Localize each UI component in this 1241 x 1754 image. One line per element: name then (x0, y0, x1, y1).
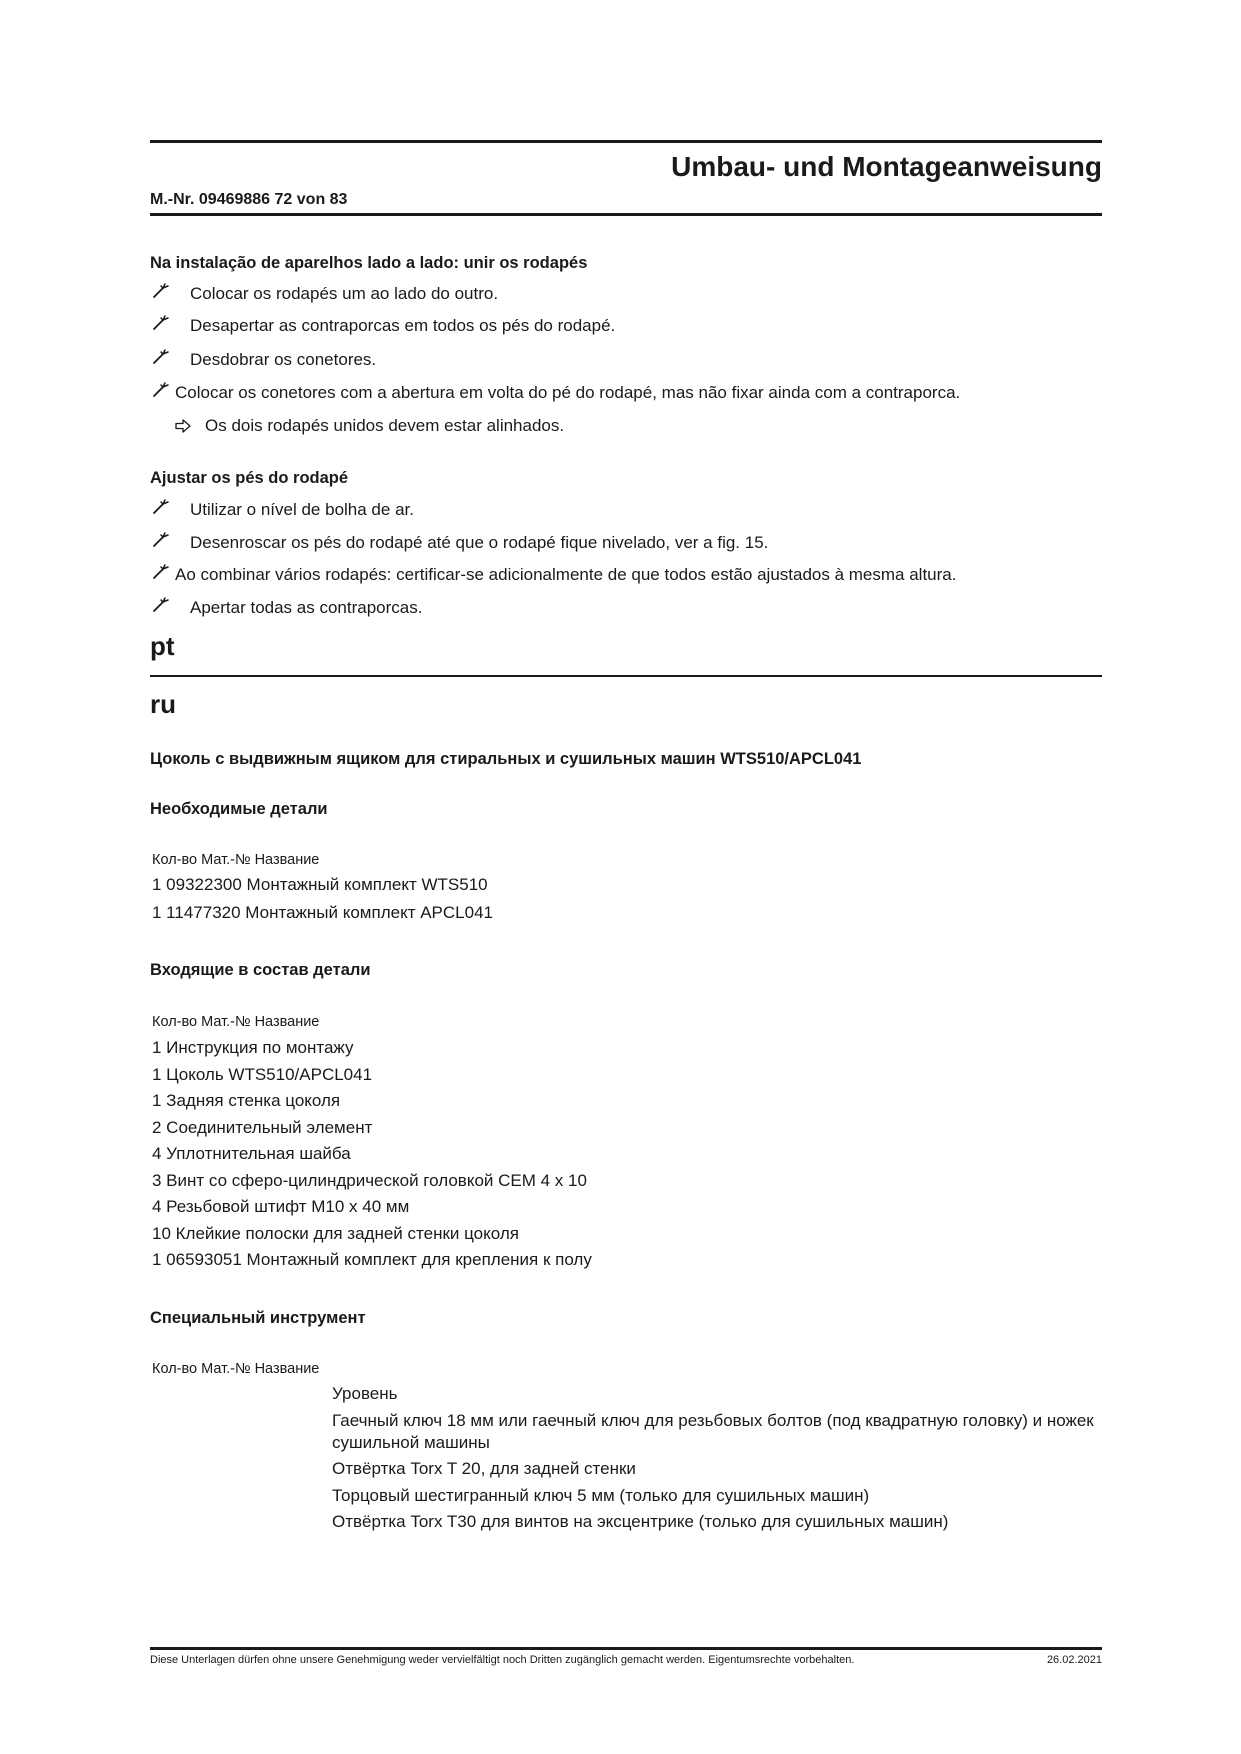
header-bottom-rule (150, 213, 1102, 216)
language-divider (150, 675, 1102, 677)
list-item: 1 09322300 Монтажный комплект WTS510 (152, 875, 488, 894)
footer-date: 26.02.2021 (1046, 1654, 1102, 1666)
document-title: Umbau- und Montageanweisung (671, 151, 1102, 182)
language-code-pt: pt (150, 631, 175, 661)
tool-item: Уровень (332, 1384, 398, 1403)
wrench-icon (152, 562, 170, 580)
ru-special-tools-heading: Специальный инструмент (150, 1309, 366, 1327)
list-item: 1 Инструкция по монтажу (152, 1038, 354, 1057)
ru-special-tools-columns: Кол-во Мат.-№ Название (152, 1361, 320, 1377)
tool-item: Отвёртка Torx T30 для винтов на эксцентрике (только для сушильных машин) (332, 1512, 949, 1531)
tool-item: Торцовый шестигранный ключ 5 мм (только для сушильных машин) (332, 1486, 870, 1505)
pt-step-text: Desapertar as contraporcas em todos os pés do rodapé. (190, 316, 616, 335)
wrench-icon (152, 497, 170, 515)
pt-step-text: Utilizar o nível de bolha de ar. (190, 500, 414, 519)
ru-included-parts-heading: Входящие в состав детали (150, 961, 371, 979)
pt-step (150, 500, 1102, 520)
ru-included-parts-columns: Кол-во Мат.-№ Название (152, 1014, 320, 1030)
pt-step-text: Colocar os rodapés um ao lado do outro. (190, 284, 499, 303)
ru-required-parts-heading: Необходимые детали (150, 800, 328, 818)
tool-item: Гаечный ключ 18 мм или гаечный ключ для резьбовых болтов (под квадратную головку) и ножек сушильной машины (332, 1411, 1094, 1452)
pt-step-text: Colocar os conetores com a abertura em volta do pé do rodapé, mas não fixar ainda com a contraporca. (175, 383, 961, 402)
list-item: 1 06593051 Монтажный комплект для крепления к полу (152, 1250, 592, 1269)
tool-item: Отвёртка Torx T 20, для задней стенки (332, 1459, 636, 1478)
pt-step-text: Desenroscar os pés do rodapé até que o rodapé fique nivelado, ver a fig. 15. (190, 533, 769, 552)
ru-product-title: Цоколь с выдвижным ящиком для стиральных и сушильных машин WTS510/APCL041 (150, 750, 862, 768)
pt-step (150, 316, 1102, 336)
pt-step-result (150, 416, 1102, 436)
arrow-right-icon (175, 419, 191, 433)
ru-required-parts-list (152, 871, 493, 927)
footer-notice: Diese Unterlagen dürfen ohne unsere Genehmigung weder vervielfältigt noch Dritten zugänglich gemacht werden. Eigentumsrechte vorbehalten. (150, 1654, 855, 1666)
list-item: 1 11477320 Монтажный комплект APCL041 (152, 903, 493, 922)
pt-step (150, 565, 1102, 585)
pt-result-text: Os dois rodapés unidos devem estar alinhados. (205, 416, 565, 435)
ru-required-parts-columns: Кол-во Мат.-№ Название (152, 852, 320, 868)
wrench-icon (152, 313, 170, 331)
list-item: 3 Винт со сферо-цилиндрической головкой CEM 4 x 10 (152, 1170, 587, 1190)
wrench-icon (152, 347, 170, 365)
list-item: 4 Резьбовой штифт M10 x 40 мм (152, 1197, 410, 1216)
list-item: 1 Задняя стенка цоколя (152, 1091, 341, 1110)
wrench-icon (152, 595, 170, 613)
pt-section1-heading: Na instalação de aparelhos lado a lado: unir os rodapés (150, 254, 588, 272)
pt-step (150, 383, 1102, 403)
wrench-icon (152, 380, 170, 398)
header-top-rule (150, 140, 1102, 143)
pt-step-text: Ao combinar vários rodapés: certificar-se adicionalmente de que todos estão ajustados à mesma altura. (175, 565, 957, 584)
pt-step (150, 598, 1102, 618)
ru-included-parts-list (152, 1035, 592, 1274)
list-item: 1 Цоколь WTS510/APCL041 (152, 1064, 373, 1084)
wrench-icon (152, 530, 170, 548)
document-number: M.-Nr. 09469886 72 von 83 (150, 191, 348, 208)
pt-section2-heading: Ajustar os pés do rodapé (150, 469, 349, 487)
footer-rule (150, 1647, 1102, 1650)
language-code-ru: ru (150, 689, 176, 719)
pt-step-text: Desdobrar os conetores. (190, 350, 377, 369)
list-item: 10 Клейкие полоски для задней стенки цоколя (152, 1223, 519, 1243)
pt-step (150, 284, 1102, 304)
wrench-icon (152, 281, 170, 299)
pt-step (150, 350, 1102, 370)
list-item: 4 Уплотнительная шайба (152, 1144, 351, 1163)
pt-step-text: Apertar todas as contraporcas. (190, 598, 423, 617)
list-item: 2 Соединительный элемент (152, 1117, 373, 1137)
pt-step (150, 533, 1102, 553)
